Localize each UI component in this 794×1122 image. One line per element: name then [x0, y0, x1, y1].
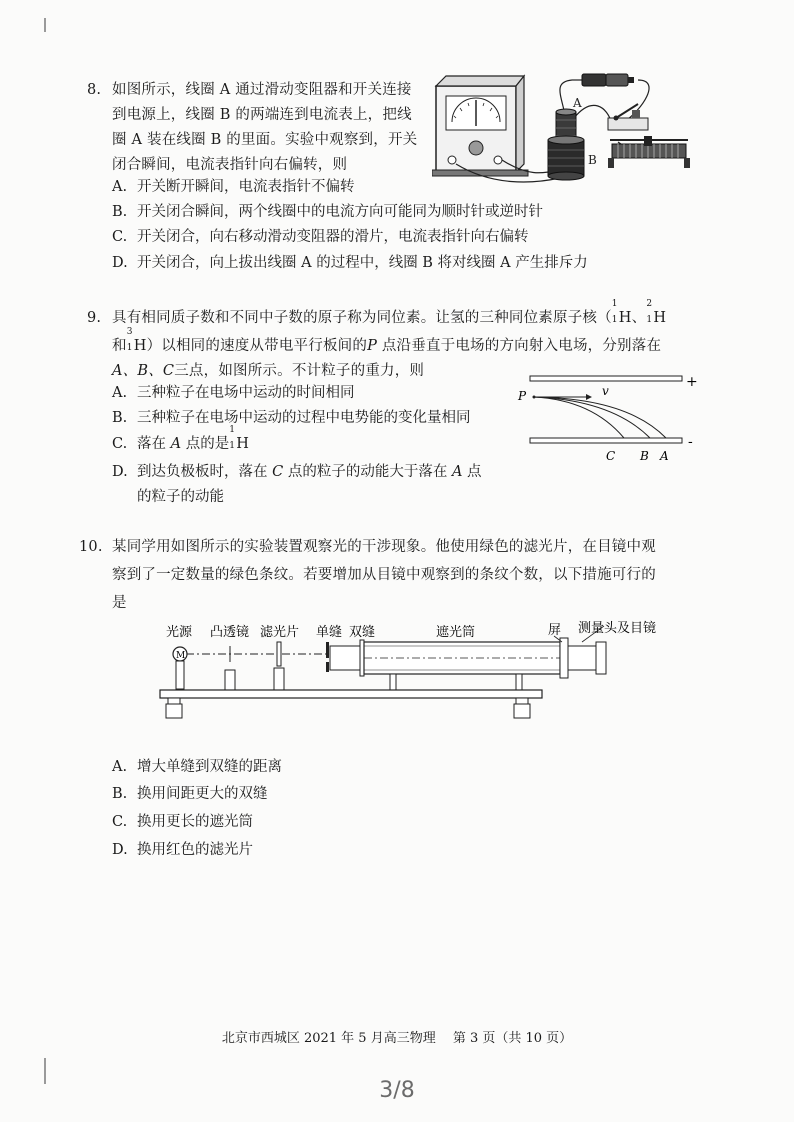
option-label: C. — [112, 436, 128, 452]
option-label: C. — [112, 814, 128, 830]
q10-option-d[interactable] — [112, 838, 253, 863]
option-label: D. — [112, 255, 128, 271]
screen-icon — [560, 638, 568, 678]
scan-edge-mark — [44, 18, 46, 32]
element-symbol: H — [133, 338, 147, 354]
element-symbol: H — [236, 436, 249, 452]
stem-line: 圈 A 装在线圈 B 的里面。实验中观察到，开关 — [112, 132, 418, 148]
option-text: 点的是 — [185, 436, 230, 452]
q8-induction-figure — [432, 66, 694, 186]
option-var: A — [451, 464, 463, 480]
option-text: 开关闭合，向上拔出线圈 A 的过程中，线圈 B 将对线圈 A 产生排斥力 — [137, 255, 588, 271]
label-convex-lens: 凸透镜 — [210, 625, 250, 640]
option-text: 换用红色的滤光片 — [137, 842, 253, 858]
option-text: 增大单缝到双缝的距离 — [137, 759, 282, 775]
q9-option-b[interactable] — [112, 406, 471, 431]
label-light-source: 光源 — [166, 625, 193, 640]
stem-text: 具有相同质子数和不同中子数的原子称为同位素。让氢的三种同位素原子核（ — [112, 310, 612, 326]
stem-text: 三点，如图所示。不计粒子的重力，则 — [174, 363, 425, 379]
stem-line: 到电源上，线圈 B 的两端连到电流表上，把线 — [112, 107, 412, 123]
charge-number: 1 — [646, 315, 653, 325]
coil-b-label: B — [588, 153, 597, 167]
mass-number: 2 — [646, 299, 653, 309]
trajectory-c — [534, 397, 624, 438]
option-text: 到达负极板时，落在 — [137, 464, 268, 480]
q9-option-d-continued — [137, 485, 224, 510]
label-single-slit: 单缝 — [316, 625, 343, 640]
q8-option-d[interactable] — [112, 251, 588, 276]
label-screen: 屏 — [548, 623, 562, 638]
optical-bench-icon — [160, 690, 542, 718]
negative-plate — [530, 438, 682, 443]
option-text: 点 — [467, 464, 482, 480]
element-symbol: H — [618, 310, 632, 326]
filter-icon — [274, 642, 284, 690]
charge-number: 1 — [229, 441, 235, 451]
question-number: 8. — [87, 82, 102, 98]
label-double-slit: 双缝 — [349, 625, 376, 640]
q9-option-d[interactable] — [112, 460, 482, 485]
q10-option-a[interactable] — [112, 755, 282, 780]
q9-parallel-plates-figure — [512, 368, 702, 464]
positive-plate — [530, 376, 682, 381]
minus-sign: - — [688, 434, 693, 450]
question-number: 9. — [87, 310, 102, 326]
question-8-stem — [87, 78, 442, 178]
option-text: 点的粒子的动能大于落在 — [287, 464, 448, 480]
q10-option-b[interactable] — [112, 782, 268, 807]
question-10-stem — [79, 535, 732, 616]
option-var: C — [272, 464, 284, 480]
option-text: 落在 — [137, 436, 166, 452]
option-text: 三种粒子在电场中运动的时间相同 — [137, 385, 355, 401]
option-text: 换用更长的遮光筒 — [137, 814, 253, 830]
isotope-h1 — [611, 299, 632, 331]
option-text: 三种粒子在电场中运动的过程中电势能的变化量相同 — [137, 410, 471, 426]
lamp-icon — [173, 647, 187, 689]
stem-line — [112, 299, 712, 331]
stem-text: 和 — [112, 338, 127, 354]
rheostat-icon — [608, 136, 690, 168]
stem-text: 、 — [631, 310, 647, 326]
switch-icon — [608, 104, 648, 130]
option-label: B. — [112, 204, 128, 220]
lamp-letter: M — [176, 651, 186, 661]
mass-number: 1 — [229, 425, 235, 435]
option-label: D. — [112, 842, 128, 858]
label-eyepiece: 测量头及目镜 — [578, 621, 657, 636]
stem-text: ）以相同的速度从带电平行板间的 — [146, 338, 368, 354]
label-filter: 滤光片 — [260, 625, 300, 640]
stem-line: 某同学用如图所示的实验装置观察光的干涉现象。他使用绿色的滤光片，在目镜中观 — [112, 539, 656, 555]
page-footer: 北京市西城区 2021 年 5 月高三物理 第 3 页（共 10 页） — [221, 1031, 573, 1046]
slit-holder — [330, 646, 360, 670]
option-label: A. — [112, 385, 128, 401]
question-number: 10. — [79, 539, 103, 555]
option-text: 的粒子的动能 — [137, 489, 224, 505]
page-indicator: 3/8 — [379, 1078, 415, 1103]
single-slit-lower — [326, 662, 329, 672]
points-abc: A、B、C — [112, 363, 175, 379]
option-label: A. — [112, 759, 128, 775]
stem-line — [112, 327, 712, 359]
coil-a-icon — [556, 109, 576, 140]
point-a-label: A — [660, 449, 669, 463]
isotope-h2 — [646, 299, 667, 331]
plus-sign: + — [686, 374, 698, 390]
isotope-h1 — [229, 425, 249, 457]
point-p-label: P — [518, 389, 527, 403]
option-label: A. — [112, 179, 128, 195]
point-b-label: B — [640, 449, 649, 463]
mass-number: 3 — [126, 327, 133, 337]
option-text: 开关闭合瞬间，两个线圈中的电流方向可能同为顺时针或逆时针 — [137, 204, 543, 220]
option-label: D. — [112, 464, 128, 480]
stem-line: 察到了一定数量的绿色条纹。若要增加从目镜中观察到的条纹个数，以下措施可行的 — [112, 567, 656, 583]
stem-line: 如图所示，线圈 A 通过滑动变阻器和开关连接 — [112, 82, 412, 98]
q8-option-a[interactable] — [112, 175, 355, 200]
single-slit-icon — [326, 642, 329, 658]
charge-number: 1 — [126, 343, 133, 353]
q10-interference-apparatus-figure — [150, 616, 670, 724]
option-text: 开关断开瞬间，电流表指针不偏转 — [137, 179, 355, 195]
q10-option-c[interactable] — [112, 810, 253, 835]
battery-icon — [582, 74, 634, 86]
double-slit-icon — [360, 640, 364, 676]
q9-option-c[interactable] — [112, 425, 249, 457]
option-text: 换用间距更大的双缝 — [137, 786, 268, 802]
option-label: B. — [112, 410, 128, 426]
q8-option-b[interactable] — [112, 200, 543, 225]
q8-option-c[interactable] — [112, 225, 529, 250]
point-c-label: C — [606, 449, 616, 463]
galvanometer-icon — [432, 76, 528, 176]
option-var: A — [170, 436, 182, 452]
velocity-label: v — [602, 384, 609, 398]
q9-option-a[interactable] — [112, 381, 355, 406]
isotope-h3 — [126, 327, 147, 359]
label-light-tube: 遮光筒 — [436, 625, 476, 640]
stem-line: 闭合瞬间，电流表指针向右偏转，则 — [112, 157, 348, 173]
element-symbol: H — [653, 310, 667, 326]
charge-number: 1 — [611, 315, 618, 325]
option-label: B. — [112, 786, 128, 802]
light-tube-icon — [364, 642, 560, 674]
coil-a-label: A — [573, 96, 582, 110]
option-text: 开关闭合，向右移动滑动变阻器的滑片，电流表指针向右偏转 — [137, 229, 529, 245]
trajectory-a — [534, 397, 666, 438]
option-label: C. — [112, 229, 128, 245]
stem-line: 是 — [112, 595, 127, 611]
coil-b-icon — [548, 136, 584, 180]
point-p: P — [367, 338, 378, 354]
mass-number: 1 — [611, 299, 618, 309]
convex-lens-icon — [225, 646, 235, 690]
stem-text: 点沿垂直于电场的方向射入电场，分别落在 — [381, 338, 662, 354]
trajectory-b — [534, 397, 650, 438]
